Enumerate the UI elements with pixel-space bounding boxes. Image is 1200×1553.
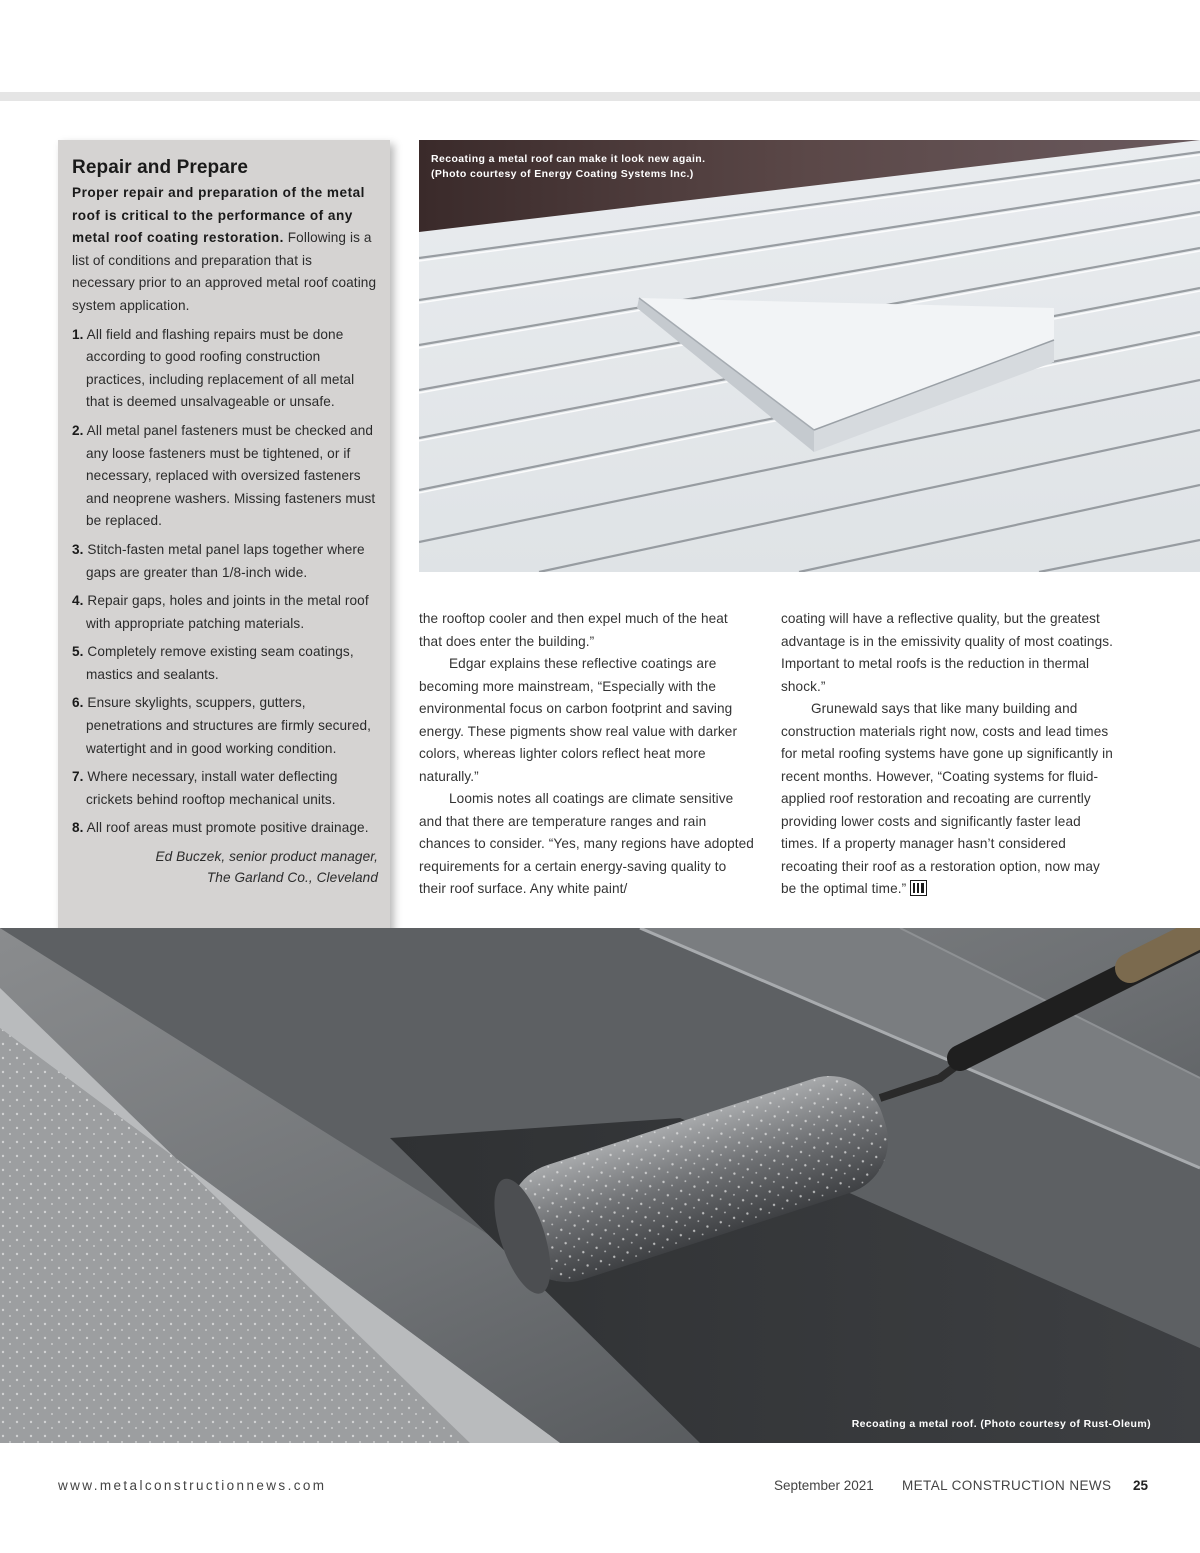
page-footer	[0, 1478, 1200, 1498]
list-item	[72, 420, 378, 533]
header-band	[0, 92, 1200, 101]
list-item-text: All metal panel fasteners must be checked and any loose fasteners must be tightened, or if necessary, replaced with oversized fasteners and neoprene washers. Missing fasteners must be replaced.	[83, 422, 376, 529]
list-item-number: 6.	[72, 695, 84, 711]
list-item-text: Repair gaps, holes and joints in the metal roof with appropriate patching materials.	[83, 593, 369, 631]
sidebar-intro	[72, 182, 378, 318]
photo-white-roof	[419, 140, 1200, 572]
list-item	[72, 817, 378, 840]
paragraph-final	[781, 698, 1116, 901]
list-item	[72, 766, 378, 811]
photo1-caption-line1: Recoating a metal roof can make it look new again.	[431, 153, 706, 165]
list-item-number: 5.	[72, 644, 84, 660]
photo-roller-coating	[0, 928, 1200, 1443]
footer-website: www.metalconstructionnews.com	[58, 1478, 327, 1493]
list-item-text: Where necessary, install water deflecting crickets behind rooftop mechanical units.	[83, 769, 338, 807]
white-roof-image	[419, 140, 1200, 572]
end-of-article-icon	[910, 880, 927, 896]
list-item-text: Ensure skylights, scuppers, gutters, penetrations and structures are firmly secured, watertight and in good working condition.	[83, 695, 372, 756]
footer-issue-date: September 2021	[774, 1478, 874, 1493]
sidebar-intro-text: Following is a list of conditions and preparation that is necessary prior to an approved metal roof coating system application.	[72, 230, 377, 313]
footer-magazine-name: METAL CONSTRUCTION NEWS	[902, 1478, 1112, 1493]
paragraph: Loomis notes all coatings are climate sensitive and that there are temperature ranges and rain chances to consider. “Yes, many regions have adopted requirements for a certain energy-saving quality to their roof surface. Any white paint/	[419, 791, 754, 896]
article-column-left	[419, 608, 754, 901]
photo2-caption: Recoating a metal roof. (Photo courtesy of Rust-Oleum)	[851, 1418, 1151, 1430]
list-item-number: 4.	[72, 593, 84, 609]
photo1-caption	[431, 152, 705, 182]
list-item-text: All field and flashing repairs must be done according to good roofing construction practices, including replacement of all metal that is deemed unsalvageable or unsafe.	[83, 326, 355, 410]
list-item	[72, 641, 378, 686]
list-item	[72, 324, 378, 414]
sidebar-attribution	[72, 846, 378, 888]
sidebar-repair-and-prepare	[58, 140, 390, 955]
page-number: 25	[1133, 1478, 1149, 1493]
list-item-number: 7.	[72, 769, 84, 785]
paragraph: Edgar explains these reflective coatings are becoming more mainstream, “Especially with the environmental focus on carbon footprint and saving energy. These pigments show real value with darker colors, whereas lighter colors reflect heat more naturally.”	[419, 656, 738, 784]
list-item-number: 8.	[72, 820, 84, 836]
photo1-caption-line2: (Photo courtesy of Energy Coating Systems Inc.)	[431, 168, 694, 180]
sidebar-list	[72, 324, 378, 840]
list-item-number: 3.	[72, 541, 84, 557]
attribution-name: Ed Buczek, senior product manager,	[155, 849, 378, 865]
sidebar-title: Repair and Prepare	[72, 157, 249, 178]
list-item-number: 1.	[72, 326, 84, 342]
sidebar-intro-bold: Proper repair and preparation of the metal roof is critical to the performance of any metal roof coating restoration.	[72, 185, 365, 246]
attribution-company: The Garland Co., Cleveland	[206, 870, 378, 886]
list-item-text: All roof areas must promote positive drainage.	[83, 820, 369, 836]
list-item	[72, 590, 378, 635]
list-item-text: Stitch-fasten metal panel laps together where gaps are greater than 1/8-inch wide.	[83, 541, 365, 580]
article-column-right	[781, 608, 1116, 901]
list-item	[72, 539, 378, 584]
paragraph: the rooftop cooler and then expel much of the heat that does enter the building.”	[419, 611, 728, 649]
roller-coating-image	[0, 928, 1200, 1443]
paragraph-final-text: Grunewald says that like many building and construction materials right now, costs and lead times for metal roofing systems have gone up significantly in recent months. However, “Coating systems for fluid-applied roof restoration and recoating are currently providing lower costs and significantly faster lead times. If a property manager hasn’t considered recoating their roof as a restoration option, now may be the optimal time.”	[781, 701, 1113, 896]
paragraph: coating will have a reflective quality, but the greatest advantage is in the emissivity quality of most coatings. Important to metal roofs is the reduction in thermal shock.”	[781, 611, 1114, 694]
list-item-number: 2.	[72, 422, 84, 438]
list-item-text: Completely remove existing seam coatings, mastics and sealants.	[83, 644, 354, 682]
list-item	[72, 692, 378, 760]
